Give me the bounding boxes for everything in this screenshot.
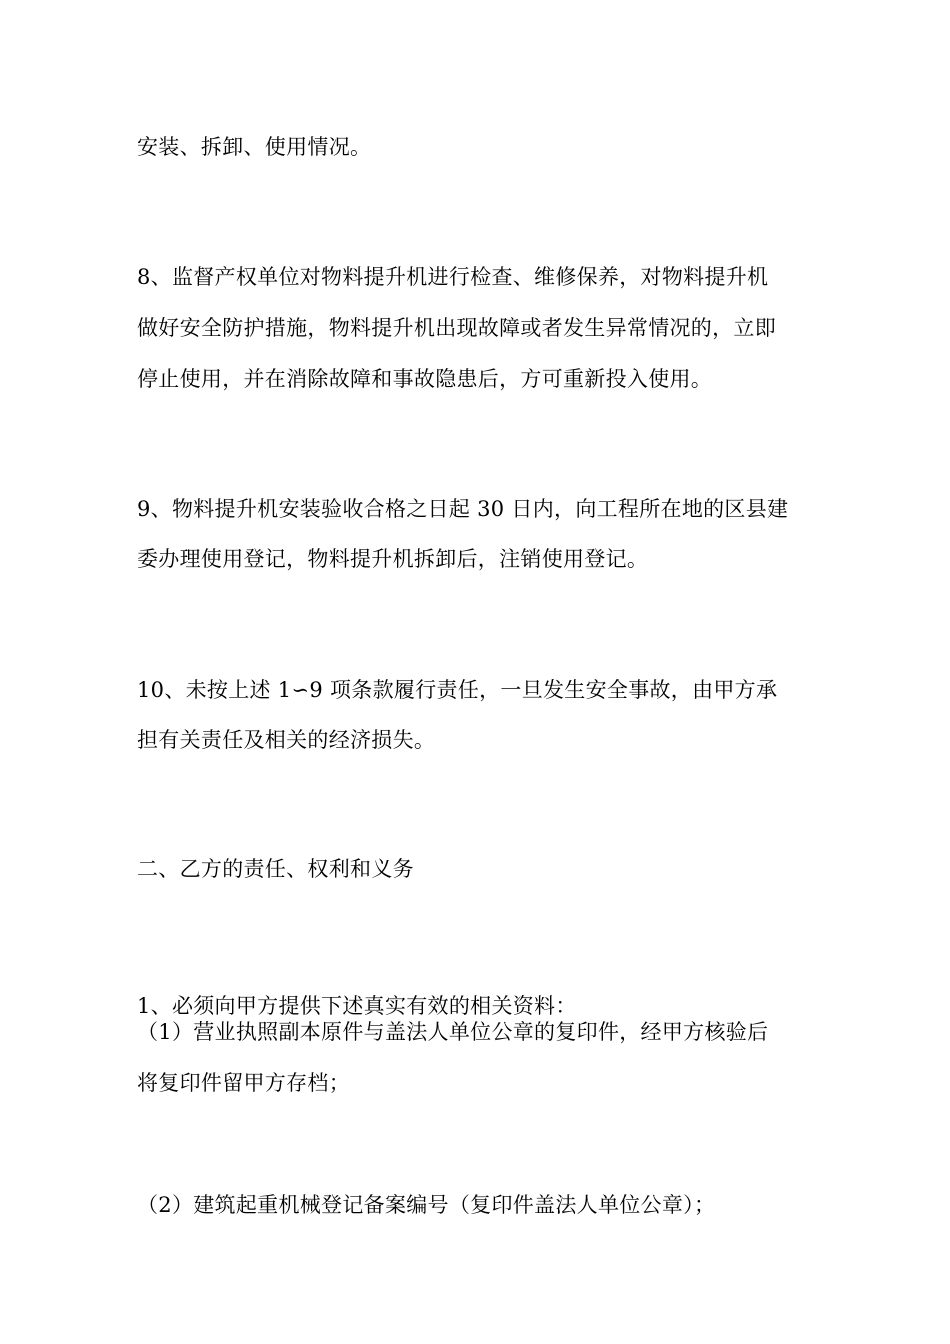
- item-9-line-1: 9、物料提升机安装验收合格之日起 30 日内，向工程所在地的区县建: [137, 497, 789, 521]
- item-10-line-2: 担有关责任及相关的经济损失。: [137, 728, 436, 752]
- item-10-line-1: 10、未按上述 1∽9 项条款履行责任，一旦发生安全事故，由甲方承: [137, 678, 778, 702]
- subitem-1-1-line-1: （1）营业执照副本原件与盖法人单位公章的复印件，经甲方核验后: [137, 1020, 769, 1044]
- section-heading: 二、乙方的责任、权利和义务: [137, 857, 414, 881]
- subitem-1-1-line-2: 将复印件留甲方存档；: [137, 1071, 350, 1095]
- text-line-1: 安装、拆卸、使用情况。: [137, 135, 372, 159]
- item-8-line-3: 停止使用，并在消除故障和事故隐患后，方可重新投入使用。: [137, 367, 713, 391]
- item-9-line-2: 委办理使用登记，物料提升机拆卸后，注销使用登记。: [137, 547, 649, 571]
- subitem-1-line: 1、必须向甲方提供下述真实有效的相关资料：: [137, 994, 577, 1018]
- subitem-1-2-line: （2）建筑起重机械登记备案编号（复印件盖法人单位公章）；: [137, 1193, 716, 1217]
- item-8-line-1: 8、监督产权单位对物料提升机进行检查、维修保养，对物料提升机: [137, 265, 769, 289]
- item-8-line-2: 做好安全防护措施，物料提升机出现故障或者发生异常情况的，立即: [137, 316, 776, 340]
